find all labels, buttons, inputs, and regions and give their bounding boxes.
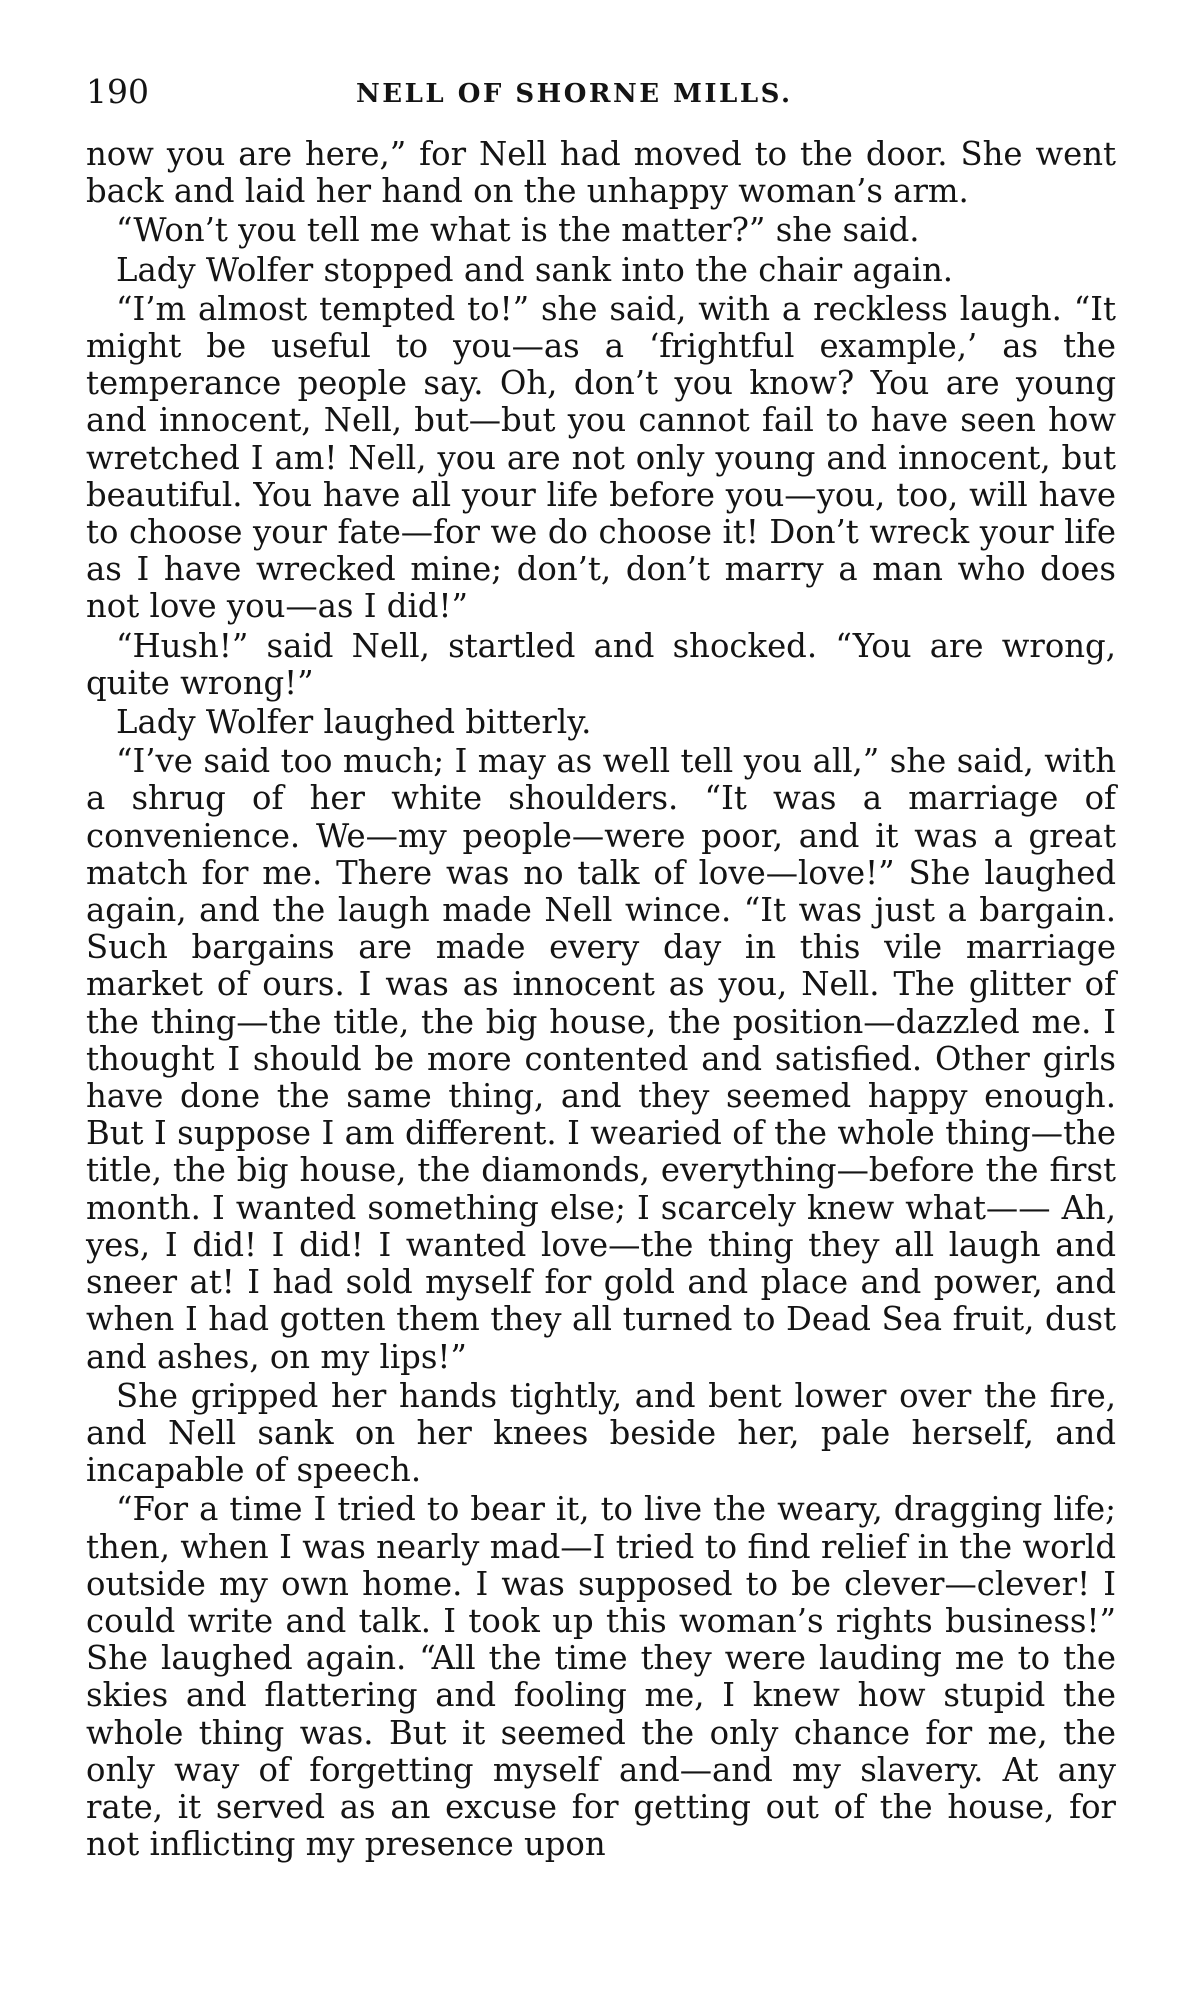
body-text	[86, 136, 1116, 1865]
page-number: 190	[86, 72, 149, 111]
paragraph: “For a time I tried to bear it, to live the weary, dragging life; then, when I was nearly mad—I tried to find relief in the world outside my own home. I was supposed to be clever—clever! I could write and talk. I took up this woman’s rights business!” She laughed again. “All the time they were lauding me to the skies and flattering and fooling me, I knew how stupid the whole thing was. But it seemed the only chance for me, the only way of forgetting myself and—and my slavery. At any rate, it served as an excuse for getting out of the house, for not inflicting my presence upon	[86, 1490, 1116, 1864]
paragraph: “Hush!” said Nell, startled and shocked. “You are wrong, quite wrong!”	[86, 626, 1116, 702]
running-head	[86, 72, 1116, 116]
paragraph: Lady Wolfer laughed bitterly.	[116, 703, 592, 742]
paragraph: She gripped her hands tightly, and bent lower over the fire, and Nell sank on her knees beside her, pale herself, and incapable of speech.	[86, 1376, 1116, 1490]
book-title: NELL OF SHORNE MILLS.	[356, 79, 793, 109]
paragraph: “I’ve said too much; I may as well tell you all,” she said, with a shrug of her white shoulders. “It was a marriage of convenience. We—my people—were poor, and it was a great match for me. There was no talk of love—love!” She laughed again, and the laugh made Nell wince. “It was just a bargain. Such bargains are made every day in this vile marriage market of ours. I was as innocent as you, Nell. The glitter of the thing—the title, the big house, the position—dazzled me. I thought I should be more contented and satisfied. Other girls have done the same thing, and they seemed happy enough. But I suppose I am different. I wearied of the whole thing—the title, the big house, the diamonds, everything—before the first month. I wanted something else; I scarcely knew what—— Ah, yes, I did! I did! I wanted love—the thing they all laugh and sneer at! I had sold myself for gold and place and power, and when I had gotten them they all turned to Dead Sea fruit, dust and ashes, on my lips!”	[86, 742, 1116, 1376]
paragraph-continuation: now you are here,” for Nell had moved to the door. She went back and laid her hand on the unhappy woman’s arm.	[86, 135, 1116, 211]
paragraph: Lady Wolfer stopped and sank into the chair again.	[116, 250, 954, 289]
paragraph: “I’m almost tempted to!” she said, with a reckless laugh. “It might be useful to you—as a ‘frightful example,’ as the temperance people say. Oh, don’t you know? You are young and innocent, Nell, but—but you cannot fail to have seen how wretched I am! Nell, you are not only young and innocent, but beautiful. You have all your life before you—you, too, will have to choose your fate—for we do choose it! Don’t wreck your life as I have wrecked mine; don’t, don’t marry a man who does not love you—as I did!”	[86, 289, 1116, 626]
paragraph: “Won’t you tell me what is the matter?” she said.	[116, 211, 920, 250]
